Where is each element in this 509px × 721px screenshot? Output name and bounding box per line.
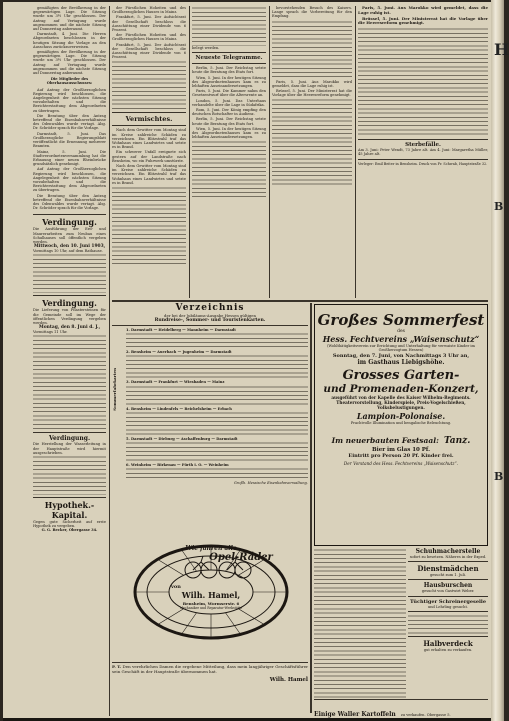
ad-date: Mittwoch, den 10. Juni 1903, xyxy=(33,244,106,250)
route-item: 2. Bensheim — Auerbach — Jugenheim — Darmstadt xyxy=(126,350,232,355)
article-text xyxy=(112,6,186,59)
column-3 xyxy=(192,6,266,298)
ad-hypothek xyxy=(33,500,106,533)
ad-verdingung-2 xyxy=(33,298,106,430)
paragraph: Mainz, 5. Juni. Die Stadtverordnetenversammlung hat die Erbauung einer neuen Rheinbrücke grundsätzlich genehmigt. xyxy=(33,149,106,167)
opel-slogan: Wie fahren alle xyxy=(185,545,237,552)
article-lines xyxy=(112,186,186,266)
opel-dealer: Wilh. Hamel, xyxy=(181,590,241,600)
ad-title: Dienstmädchen xyxy=(417,564,479,574)
paragraph: Frankfurt, 5. Juni. Der Aufsichtsrat der Gesellschaft beschloss die Ausschüttung einer Dividende von 6 Prozent. xyxy=(112,15,186,33)
ad-body: zu verkaufen. Obergasse 5. xyxy=(400,713,451,717)
ad-body: und Lehrling gesucht. xyxy=(427,604,469,609)
ad-body: gesucht zum 1. Juli. xyxy=(429,573,467,578)
divider xyxy=(408,596,488,597)
edge-letter: H xyxy=(494,40,509,59)
paragraph: Die Beratung über den Antrag betreffend die Eisenbahnverhältnisse des Odenwaldes wurde vertagt. Abg. Dr. Schröder sprach für die Vorlage. xyxy=(33,113,106,131)
divider xyxy=(33,214,106,215)
ad-fine-print xyxy=(33,253,106,293)
next-page-edge xyxy=(491,0,509,721)
fest-description: (Wohlthätigkeitsverein zur Errichtung und Unterhaltung für verwaiste Kinder im Großherzogtum Hessen) xyxy=(327,344,475,353)
opel-tag: Mechaniker und Reparatur-Werkstätte xyxy=(179,606,243,610)
divider xyxy=(33,295,106,296)
ad-title: Verdingung. xyxy=(42,298,97,309)
divider xyxy=(358,139,488,140)
column-1 xyxy=(33,6,106,716)
deaths-body: Am 3. Juni: Peter Wendt, 73 Jahre alt. Am 4. Juni: Margaretha Müller, 45 Jahre alt. xyxy=(358,148,488,157)
fest-beer: Bier im Glas 10 Pf. xyxy=(371,446,431,453)
article-lines xyxy=(192,6,266,46)
column-2 xyxy=(112,6,186,298)
column-5 xyxy=(358,6,488,298)
section-heading-vermischtes: Vermischtes. xyxy=(125,115,173,124)
ad-body: Die Herstellung der Wasserleitung in der Hauptstraße wird hiermit ausgeschrieben. xyxy=(33,442,106,455)
paragraph: London, 5. Juni. Das Unterhaus verhandelte über die Lage in Südafrika. xyxy=(192,98,266,107)
divider xyxy=(408,636,488,637)
notice-signature: Wilh. Hamel xyxy=(269,677,308,683)
opel-von: von xyxy=(171,584,181,590)
notice-lead: P. T. xyxy=(112,664,122,669)
paragraph: Darmstadt, 4. Juni. Die Herren Abgeordneten beschlossen in der heutigen Sitzung die Vorlage an den Ausschuss zurückzuverweisen. xyxy=(33,32,106,49)
verzeichnis-signature: Großh. Hessische Eisenbahnverwaltung. xyxy=(233,481,308,486)
paragraph: der Fürstlichen Hoheiten und des Großherzoglichen Hauses in Mainz. xyxy=(112,33,186,42)
article-lines xyxy=(272,20,352,80)
paragraph: Auf Antrag der Großherzoglichen Regierung wird beschlossen, die Angelegenheit der nächsten Sitzung vorzubehalten und die Berichterstattung dem Abgeordneten zu übertragen. xyxy=(33,167,106,193)
paragraph: Rom, 5. Juni. Der König empfing den deutschen Botschafter in Audienz. xyxy=(192,108,266,117)
fest-entry: Eintritt pro Person 20 Pf. Kinder frei. xyxy=(348,452,454,459)
small-ads xyxy=(408,548,488,698)
ad-tail: Vormittags 11 Uhr. xyxy=(33,330,68,335)
divider xyxy=(408,579,488,580)
section-heading-sterbefaelle: Sterbefälle. xyxy=(405,142,441,149)
ad-fine-print xyxy=(408,614,488,634)
column-rule xyxy=(310,303,312,713)
article-text xyxy=(272,80,352,98)
fest-society: Hess. Fechtvereins „Waisenschutz“ xyxy=(322,334,480,344)
fest-date: Sonntag, den 7. Juni, von Nachmittags 3 Uhr an, xyxy=(332,353,470,360)
notice-body: Den verehrlichen Damen die ergebene Mitteilung, dass mein langjähriger Geschäftsführer sein Geschäft in der Hauptstraße übernommen hat. xyxy=(112,664,308,674)
route-item: 4. Bensheim — Lindenfels — Reichelsheim — Erbach xyxy=(126,406,232,411)
paragraph: Wien, 5. Juni. In der heutigen Sitzung des Abgeordnetenhauses kam es zu lebhaften Auseinandersetzungen. xyxy=(192,126,266,140)
column-rule xyxy=(109,6,110,716)
sommerfest-ad xyxy=(314,304,488,546)
verzeichnis-title: Verzeichnis xyxy=(175,303,245,313)
route-details xyxy=(126,467,308,481)
verzeichnis-subtitle: der bei der Jubiläums-Ausgabe Hessen gültigen xyxy=(164,313,256,318)
article-text xyxy=(33,6,106,210)
ad-body: Die Ausführung der Erd- und Maurerarbeiten zum Neubau eines Schulhauses soll öffentlich vergeben werden. xyxy=(33,227,106,244)
opel-ad xyxy=(131,532,291,657)
ad-title: Einige Waller Kartoffeln xyxy=(314,711,396,718)
fest-closing: Der Vorstand des Hess. Fechtvereins „Waisenschutz“. xyxy=(343,460,459,466)
ad-title: Hypothek.-Kapital. xyxy=(44,499,95,520)
ad-title: Tüchtiger Schreinergeselle xyxy=(409,598,487,605)
paragraph: Frankfurt, 5. Juni. Der Aufsichtsrat der Gesellschaft beschloss die Ausschüttung einer Dividende von 6 Prozent. xyxy=(112,42,186,60)
fest-venue: im Gasthaus Liebigshöhe. xyxy=(357,359,445,367)
edge-letter: B xyxy=(494,200,504,213)
ad-title: Verdingung. xyxy=(42,217,97,228)
divider xyxy=(192,63,266,64)
newspaper-page xyxy=(3,2,491,718)
fest-dance-2: Tanz. xyxy=(443,435,471,446)
edge-letter: B xyxy=(494,470,504,483)
article-text xyxy=(112,128,186,185)
fest-illumination: Prachtvolle Illumination und bengalische Beleuchtung. xyxy=(350,421,452,426)
route-details xyxy=(126,385,308,407)
verzeichnis-block xyxy=(112,303,308,528)
ad-body: Gegen gute Sicherheit auf erste Hypothek zu vergeben. xyxy=(33,519,106,529)
ad-body: gut erhalten zu verkaufen. xyxy=(423,647,473,652)
paragraph: Darmstadt, 5. Juni. Das Großherzogliche Regierungsblatt veröffentlicht die Ernennung mehrerer Beamten. xyxy=(33,131,106,149)
paragraph: Nach dem Gewitter vom Montag sind im Kreise zahlreiche Schäden zu verzeichnen. Ein Blitzstrahl traf das Wohnhaus eines Landwirtes und setzte es in Brand. xyxy=(112,128,186,150)
paragraph: Berlin, 5. Juni. Der Reichstag setzte heute die Beratung des Etats fort. xyxy=(192,117,266,126)
section-rule xyxy=(112,662,308,663)
divider xyxy=(112,125,186,126)
ad-signature: G. G. Becker, Obergasse 34. xyxy=(41,528,98,533)
ad-title: Schuhmacherstelle xyxy=(415,548,481,555)
ad-body: Die Lieferung von Pflastersteinen für die Gemeinde soll im Wege der öffentlichen Verdingung vergeben werden. xyxy=(33,308,106,325)
paragraph: der Fürstlichen Hoheiten und des Großherzoglichen Hauses in Mainz. xyxy=(112,6,186,15)
paragraph: Nach dem Gewitter vom Montag sind im Kreise zahlreiche Schäden zu verzeichnen. Ein Blitzstrahl traf das Wohnhaus eines Landwirtes und setzte es in Brand. xyxy=(112,164,186,185)
route-item: 5. Darmstadt — Dieburg — Aschaffenburg — Darmstadt xyxy=(126,436,238,441)
paragraph: Wien, 5. Juni. In der heutigen Sitzung des Abgeordnetenhauses kam es zu lebhaften Auseinandersetzungen. xyxy=(192,75,266,89)
ad-title: Verdingung. xyxy=(48,435,91,443)
route-details xyxy=(126,354,308,380)
article-lines xyxy=(272,98,352,188)
divider xyxy=(192,52,266,53)
column-rule xyxy=(355,6,356,298)
paragraph: bevorstehenden Besuch des Kaisers. Lange sprach die Vorbereitung für den Empfang. xyxy=(272,6,352,19)
list-lines xyxy=(314,548,406,698)
fest-program: ausgeführt von der Kapelle des Kaiser Wilhelm-Regiments. Theatervorstellung, Kinderspiele, Preis-Vogelschießen, Volksbelustigungen. xyxy=(331,395,471,411)
article-lines xyxy=(192,140,266,200)
divider xyxy=(408,611,488,612)
paragraph: gemäßigten der Bevölkerung in der gegenwärtigen Lage. Die Sitzung wurde um 3½ Uhr geschlossen. Der Antrag auf Vertagung wurde angenommen und die nächste Sitzung auf Donnerstag anberaumt. xyxy=(33,6,106,32)
divider xyxy=(33,497,106,498)
fest-concert-2: und Promenaden-Konzert, xyxy=(323,383,479,396)
fest-title: Großes Sommerfest xyxy=(317,311,485,329)
paragraph: Brüssel, 5. Juni. Der Ministerrat hat die Vorlage über die Heeresreform genehmigt. xyxy=(358,15,488,26)
divider xyxy=(408,561,488,562)
divider xyxy=(112,112,186,113)
divider xyxy=(112,325,308,326)
opel-place: Bensheim, Wormserstr. 6 xyxy=(182,601,240,606)
section-rule xyxy=(314,699,488,700)
paragraph: gemäßigten der Bevölkerung in der gegenwärtigen Lage. Die Sitzung wurde um 3½ Uhr geschlossen. Der Antrag auf Vertagung wurde angenommen und die nächste Sitzung auf Donnerstag anberaumt. xyxy=(33,50,106,76)
paragraph: Auf Antrag der Großherzoglichen Regierung wird beschlossen, die Angelegenheit der nächsten Sitzung vorzubehalten und die Berichterstattung dem Abgeordneten zu übertragen. xyxy=(33,87,106,113)
ad-tail: Vormittags 10 Uhr, auf dem Rathause. xyxy=(33,249,103,254)
divider xyxy=(33,432,106,433)
paragraph: Brüssel, 5. Juni. Der Ministerrat hat die Vorlage über die Heeresreform genehmigt. xyxy=(272,89,352,98)
ad-body: gesucht von Gastwirt Weber. xyxy=(421,589,475,594)
ad-verdingung-3 xyxy=(33,435,106,495)
paragraph: Berlin, 5. Juni. Der Reichstag setzte heute die Beratung des Etats fort. xyxy=(192,66,266,75)
ad-title: Halbverdeck xyxy=(423,638,473,648)
section-heading-telegramme: Neueste Telegramme. xyxy=(195,55,263,62)
ad-date: Montag, den 8. Juni d. J., xyxy=(38,325,101,331)
opel-brand: Opel-Räder xyxy=(209,552,273,563)
divider xyxy=(358,159,488,160)
goods-list xyxy=(314,548,406,698)
section-rule xyxy=(112,300,488,302)
article-text xyxy=(358,6,488,26)
verzeichnis-subtitle-2: Rundreise-, Sommer- und Touristenkarten. xyxy=(154,318,266,323)
route-details xyxy=(126,441,308,463)
list-heading: Die Mitglieder des Oberhausausschusses: xyxy=(46,77,93,86)
pt-notice xyxy=(112,664,308,712)
article-text xyxy=(272,6,352,19)
article-lines xyxy=(358,27,488,137)
potato-ad xyxy=(314,701,488,718)
fest-dance-1: Im neuerbauten Festsaal: xyxy=(331,435,439,445)
verzeichnis-side-label: Sommerfahrkarten xyxy=(112,368,117,411)
paragraph: Paris, 5. Juni. Die Kammer nahm den Gesetzentwurf über die Altersrente an. xyxy=(192,89,266,98)
column-rule xyxy=(189,6,190,298)
notice-text xyxy=(112,664,308,674)
fest-by: des xyxy=(397,329,405,334)
ad-fine-print xyxy=(33,455,106,495)
article-text xyxy=(192,66,266,139)
imprint: Verleger: Emil Beiter in Bensheim. Druck von Fr. Schwab, Hauptstraße 32. xyxy=(358,161,488,166)
fest-polonaise: Lampion-Polonaise. xyxy=(356,411,446,422)
ad-body: sofort zu besetzen. Näheres in der Exped. xyxy=(409,555,487,559)
route-item: 1. Darmstadt — Heidelberg — Mannheim — Darmstadt xyxy=(126,328,236,332)
paragraph: Die Beratung über den Antrag betreffend die Eisenbahnverhältnisse des Odenwaldes wurde vertagt. Abg. Dr. Schröder sprach für die Vorlage. xyxy=(33,193,106,211)
ad-title: Hausburschen xyxy=(423,582,473,590)
article-lines xyxy=(112,60,186,110)
column-rule xyxy=(269,6,270,298)
paragraph: Ein schwerer Unfall ereignete sich gestern auf der Landstraße nach Bensheim, wo ein Fuhrwerk umstürzte. xyxy=(112,150,186,163)
route-details xyxy=(126,332,308,350)
route-details xyxy=(126,411,308,437)
ad-fine-print xyxy=(33,334,106,430)
paragraph: Paris, 5. Juni. Aus Marokko wird gemeldet, dass die Lage ruhig ist. xyxy=(358,5,488,15)
paragraph: Paris, 5. Juni. Aus Marokko wird gemeldet, dass die Lage ruhig ist. xyxy=(272,79,352,88)
route-item: 3. Darmstadt — Frankfurt — Wiesbaden — Mainz xyxy=(126,380,225,385)
route-item: 6. Weinheim — Birkenau — Fürth i. O. — Weinheim xyxy=(126,463,229,468)
fest-concert-1: Grosses Garten- xyxy=(342,368,460,384)
column-4 xyxy=(272,6,352,298)
paragraph: belegt werden. xyxy=(192,46,220,50)
ad-verdingung-1 xyxy=(33,217,106,293)
